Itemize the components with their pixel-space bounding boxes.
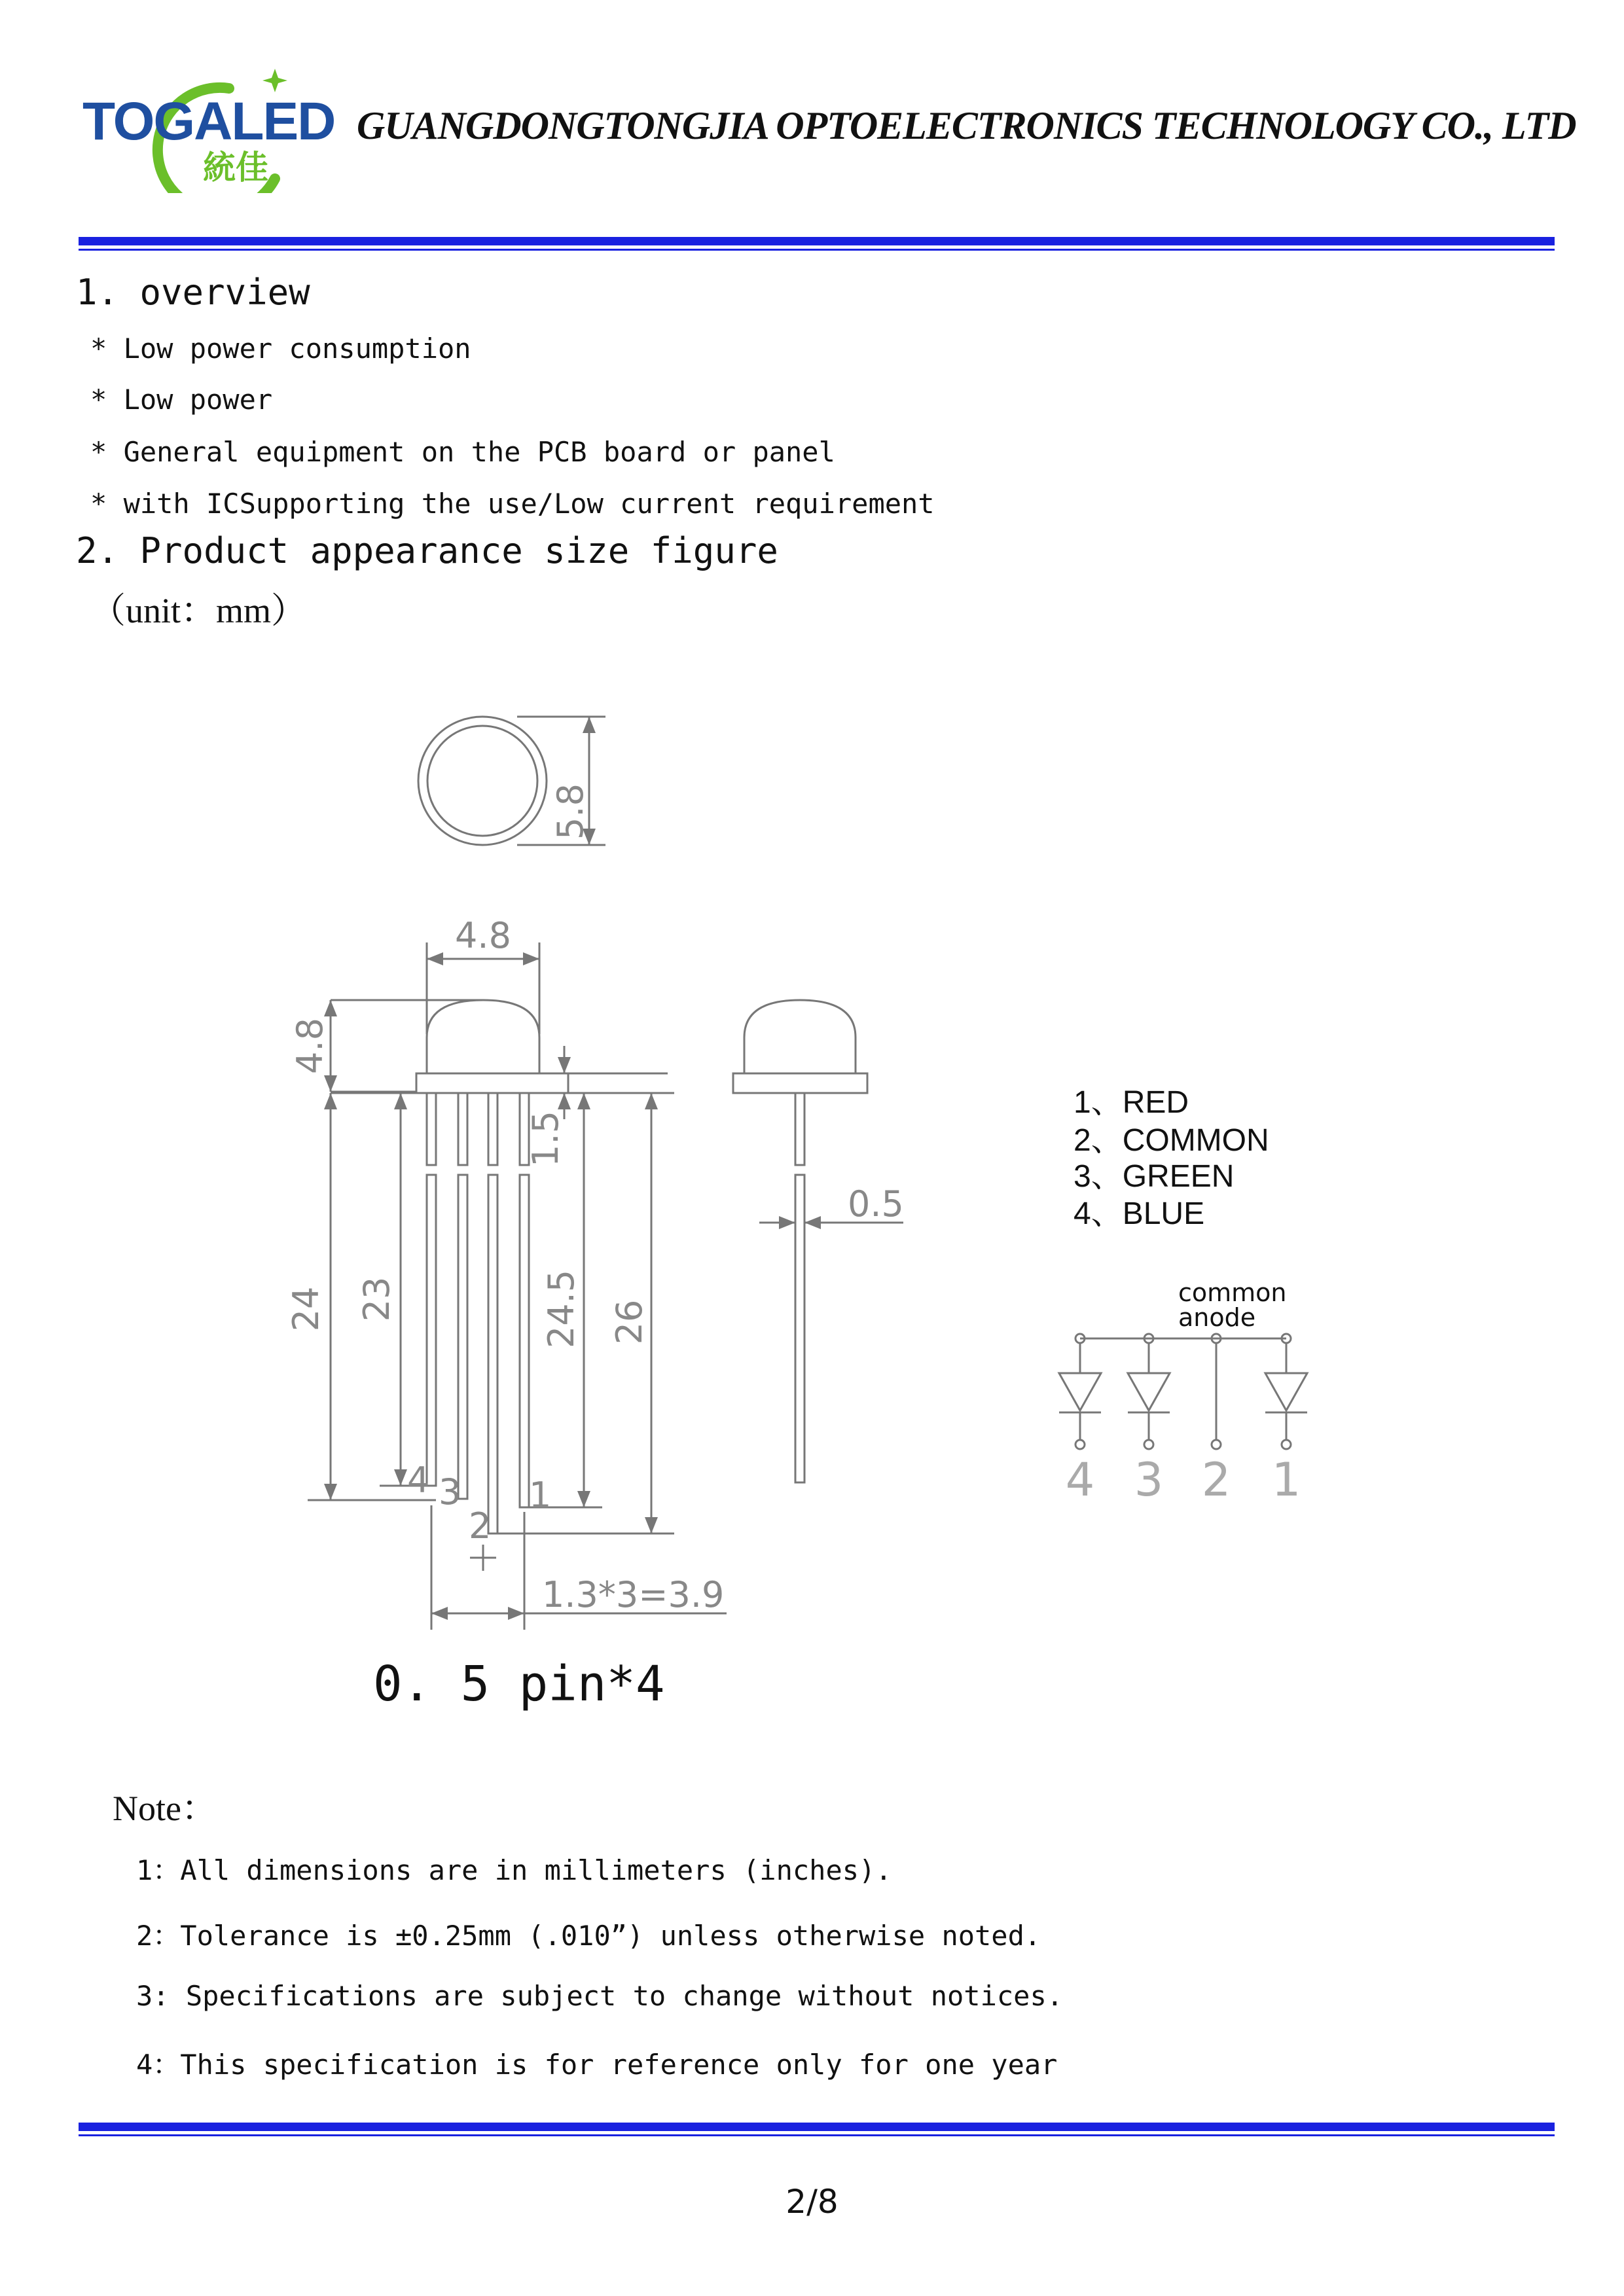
schematic-pin-3: 3 xyxy=(1134,1453,1164,1507)
dim-top-diameter: 5.8 xyxy=(550,783,591,840)
schematic-label-common: common xyxy=(1178,1278,1287,1307)
dim-pin-width: 0.5 xyxy=(848,1183,904,1225)
footer-rule xyxy=(79,2123,1555,2136)
overview-title: 1. overview xyxy=(76,272,310,313)
schematic-label-anode: anode xyxy=(1178,1303,1256,1332)
dim-pin2-length: 26 xyxy=(609,1299,650,1345)
pin-number-2: 2 xyxy=(469,1505,492,1547)
pin-legend-common: 2、COMMON xyxy=(1074,1123,1269,1158)
dim-lens-width: 4.8 xyxy=(455,915,511,956)
appearance-title: 2. Product appearance size figure xyxy=(76,530,778,571)
pin-caption: 0. 5 pin*4 xyxy=(373,1656,665,1712)
schematic-pin-4: 4 xyxy=(1065,1453,1095,1507)
logo-chinese: 統佳 xyxy=(203,149,268,187)
dim-pitch: 1.3*3=3.9 xyxy=(542,1574,725,1615)
overview-bullet: * Low power xyxy=(90,384,273,416)
note-item: 4：This specification is for reference only for one year xyxy=(136,2049,1058,2081)
overview-bullet: * Low power consumption xyxy=(90,332,471,365)
note-item: 3: Specifications are subject to change without notices. xyxy=(136,1980,1064,2012)
pin-number-4: 4 xyxy=(407,1460,430,1501)
pin-number-1: 1 xyxy=(529,1475,552,1516)
schematic-pin-1: 1 xyxy=(1271,1453,1301,1507)
dim-pin1-length: 24.5 xyxy=(541,1269,582,1349)
page-number: 2/8 xyxy=(785,2183,839,2221)
pin-legend-blue: 4、BLUE xyxy=(1074,1196,1205,1231)
pin-legend-green: 3、GREEN xyxy=(1074,1159,1235,1194)
dim-pin3-length: 23 xyxy=(356,1276,397,1322)
unit-label: （unit：mm） xyxy=(90,591,307,630)
overview-bullet: * General equipment on the PCB board or panel xyxy=(90,436,835,468)
logo-text: TOGALED xyxy=(82,92,335,151)
dim-pin4-length: 24 xyxy=(285,1286,327,1332)
schematic-pin-2: 2 xyxy=(1201,1453,1231,1507)
overview-bullet: * with ICSupporting the use/Low current requirement xyxy=(90,488,935,520)
dim-flange: 1.5 xyxy=(525,1111,566,1167)
pin-legend-red: 1、RED xyxy=(1074,1085,1189,1120)
note-item: 1：All dimensions are in millimeters (inches). xyxy=(136,1854,892,1886)
company-name: GUANGDONGTONGJIA OPTOELECTRONICS TECHNOLOGY CO., LTD xyxy=(357,104,1576,147)
note-item: 2：Tolerance is ±0.25mm (.010”) unless otherwise noted. xyxy=(136,1920,1041,1952)
dim-lens-height: 4.8 xyxy=(289,1018,331,1074)
pin-number-3: 3 xyxy=(439,1471,461,1513)
note-title: Note： xyxy=(113,1789,217,1828)
